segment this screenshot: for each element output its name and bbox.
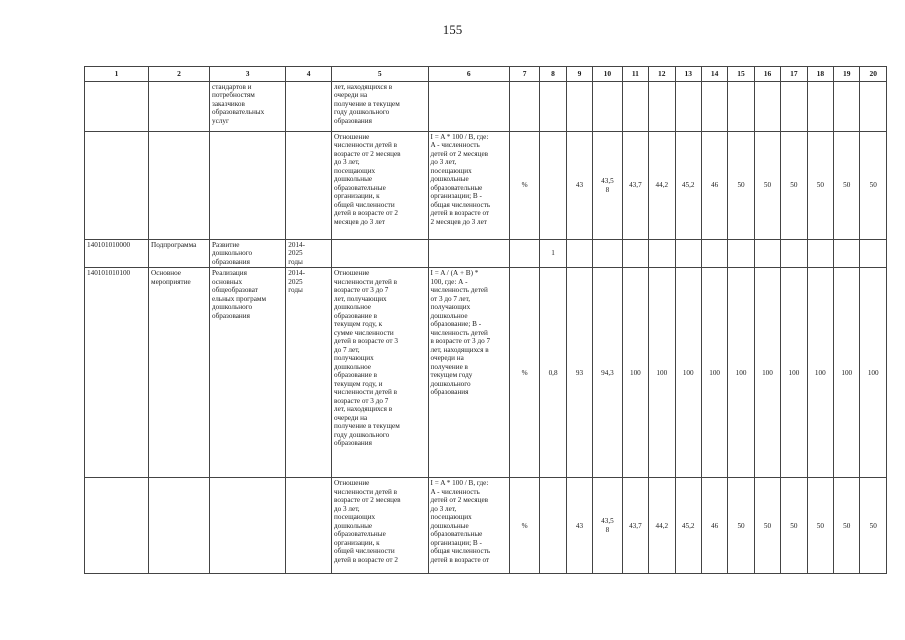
indicator-value-cell: [834, 240, 860, 268]
indicator-value-cell: 50: [728, 478, 754, 574]
indicator-value-cell: 100: [728, 268, 754, 478]
page-number: 155: [442, 22, 463, 37]
indicator-value-cell: [728, 82, 754, 132]
column-number-header: 11: [622, 67, 648, 82]
formula-cell: I = A / (А + В) * 100, где: А - численность детей от 3 до 7 лет, получающих дошкольное образование; В - численность детей в возрасте от 3 до 7 лет, находящихся в очереди на получение в текущем году дошкольного образования: [428, 268, 509, 478]
element-name-cell: [210, 478, 286, 574]
indicator-cell: Отношение численности детей в возрасте от 3 до 7 лет, получающих дошкольное образование в текущем году, к сумме численности детей в возрасте от 3 до 7 лет, получающих дошкольное образование в текущем году, и численности детей в возрасте от 3 до 7 лет, находящихся в очереди на получение в текущем году дошкольного образования: [331, 268, 428, 478]
indicator-value-cell: 44,2: [649, 132, 675, 240]
indicator-value-cell: [728, 240, 754, 268]
indicator-value-cell: [860, 240, 887, 268]
indicator-value-cell: 50: [834, 132, 860, 240]
indicator-value-cell: [649, 82, 675, 132]
indicator-value-cell: [834, 82, 860, 132]
indicator-value-cell: 46: [701, 478, 727, 574]
indicator-value-cell: [860, 82, 887, 132]
column-number-header: 4: [286, 67, 332, 82]
indicator-value-cell: 50: [781, 132, 807, 240]
column-number-header: 9: [566, 67, 592, 82]
indicator-value-cell: 50: [860, 478, 887, 574]
formula-cell: [428, 82, 509, 132]
period-cell: [286, 82, 332, 132]
unit-cell: %: [509, 268, 539, 478]
indicator-value-cell: 50: [754, 478, 780, 574]
element-type-cell: [149, 82, 210, 132]
element-type-cell: Подпрограмма: [149, 240, 210, 268]
program-code-cell: [85, 132, 149, 240]
table-row: [85, 478, 887, 574]
indicator-value-cell: 50: [860, 132, 887, 240]
unit-cell: [509, 82, 539, 132]
indicator-value-cell: 50: [834, 478, 860, 574]
indicator-value-cell: [675, 240, 701, 268]
element-name-cell: стандартов и потребностям заказчиков образовательных услуг: [210, 82, 286, 132]
indicator-value-cell: 44,2: [649, 478, 675, 574]
table-row: [85, 268, 887, 478]
column-number-header: 3: [210, 67, 286, 82]
indicator-value-cell: [807, 240, 833, 268]
column-number-header: 1: [85, 67, 149, 82]
element-type-cell: [149, 132, 210, 240]
indicator-value-cell: 43: [566, 132, 592, 240]
indicator-value-cell: 43,7: [622, 132, 648, 240]
column-number-header: 17: [781, 67, 807, 82]
column-number-header: 12: [649, 67, 675, 82]
column-number-header: 19: [834, 67, 860, 82]
element-name-cell: Развитие дошкольного образования: [210, 240, 286, 268]
indicator-value-cell: [593, 240, 622, 268]
period-cell: [286, 132, 332, 240]
formula-cell: I = A * 100 / В, где: A - численность детей от 2 месяцев до 3 лет, посещающих дошкольные образовательные организации; В - общая численность детей в возрасте от 2 месяцев до 3 лет: [428, 132, 509, 240]
formula-cell: [428, 240, 509, 268]
indicator-value-cell: 93: [566, 268, 592, 478]
indicator-value-cell: 100: [701, 268, 727, 478]
element-type-cell: Основное мероприятие: [149, 268, 210, 478]
indicator-value-cell: [566, 82, 592, 132]
program-code-cell: 140101010000: [85, 240, 149, 268]
indicator-value-cell: 43,7: [622, 478, 648, 574]
indicator-value-cell: 45,2: [675, 132, 701, 240]
period-cell: [286, 478, 332, 574]
indicator-value-cell: 100: [675, 268, 701, 478]
program-indicators-table: [84, 66, 887, 574]
indicator-value-cell: 100: [834, 268, 860, 478]
indicator-value-cell: 100: [649, 268, 675, 478]
column-number-header: 16: [754, 67, 780, 82]
period-cell: 2014- 2025 годы: [286, 240, 332, 268]
indicator-value-cell: 50: [754, 132, 780, 240]
column-number-header: 15: [728, 67, 754, 82]
table-row: [85, 82, 887, 132]
indicator-value-cell: 0,8: [540, 268, 566, 478]
indicator-value-cell: [622, 240, 648, 268]
unit-cell: %: [509, 132, 539, 240]
column-number-header: 8: [540, 67, 566, 82]
unit-cell: %: [509, 478, 539, 574]
header-row: [85, 67, 887, 82]
program-code-cell: [85, 478, 149, 574]
element-name-cell: [210, 132, 286, 240]
indicator-cell: [331, 240, 428, 268]
program-code-cell: 140101010100: [85, 268, 149, 478]
indicator-value-cell: [701, 82, 727, 132]
indicator-value-cell: 1: [540, 240, 566, 268]
column-number-header: 10: [593, 67, 622, 82]
element-type-cell: [149, 478, 210, 574]
indicator-value-cell: 100: [622, 268, 648, 478]
indicator-value-cell: [593, 82, 622, 132]
table-row: [85, 132, 887, 240]
column-number-header: 6: [428, 67, 509, 82]
indicator-value-cell: 50: [807, 478, 833, 574]
indicator-value-cell: [675, 82, 701, 132]
column-number-header: 5: [331, 67, 428, 82]
indicator-value-cell: 43: [566, 478, 592, 574]
indicator-value-cell: [649, 240, 675, 268]
indicator-value-cell: 45,2: [675, 478, 701, 574]
indicator-value-cell: [754, 240, 780, 268]
indicator-value-cell: 50: [781, 478, 807, 574]
indicator-cell: Отношение численности детей в возрасте от 2 месяцев до 3 лет, посещающих дошкольные образовательные организации, к общей численности детей в возрасте от 2: [331, 478, 428, 574]
table-row: [85, 240, 887, 268]
indicator-value-cell: [622, 82, 648, 132]
unit-cell: [509, 240, 539, 268]
program-code-cell: [85, 82, 149, 132]
indicator-value-cell: 100: [860, 268, 887, 478]
indicator-value-cell: [781, 240, 807, 268]
indicator-value-cell: [540, 478, 566, 574]
indicator-cell: лет, находящихся в очереди на получение в текущем году дошкольного образования: [331, 82, 428, 132]
indicator-value-cell: 43,5 8: [593, 478, 622, 574]
indicator-value-cell: 100: [781, 268, 807, 478]
indicator-value-cell: [540, 132, 566, 240]
indicator-value-cell: 46: [701, 132, 727, 240]
column-number-header: 13: [675, 67, 701, 82]
indicator-value-cell: 50: [728, 132, 754, 240]
indicator-value-cell: [566, 240, 592, 268]
indicator-value-cell: [701, 240, 727, 268]
column-number-header: 14: [701, 67, 727, 82]
column-number-header: 18: [807, 67, 833, 82]
indicator-cell: Отношение численности детей в возрасте от 2 месяцев до 3 лет, посещающих дошкольные образовательные организации, к общей численности детей в возрасте от 2 месяцев до 3 лет: [331, 132, 428, 240]
indicator-value-cell: 100: [807, 268, 833, 478]
indicator-value-cell: [781, 82, 807, 132]
indicator-value-cell: [540, 82, 566, 132]
indicator-value-cell: [754, 82, 780, 132]
element-name-cell: Реализация основных общеобразоват ельных программ дошкольного образования: [210, 268, 286, 478]
column-number-header: 2: [149, 67, 210, 82]
indicator-value-cell: 94,3: [593, 268, 622, 478]
indicator-value-cell: [807, 82, 833, 132]
formula-cell: I = A * 100 / В, где: A - численность детей от 2 месяцев до 3 лет, посещающих дошкольные образовательные организации; В - общая численность детей в возрасте от: [428, 478, 509, 574]
indicator-value-cell: 100: [754, 268, 780, 478]
indicator-value-cell: 43,5 8: [593, 132, 622, 240]
indicator-value-cell: 50: [807, 132, 833, 240]
column-number-header: 20: [860, 67, 887, 82]
period-cell: 2014- 2025 годы: [286, 268, 332, 478]
column-number-header: 7: [509, 67, 539, 82]
